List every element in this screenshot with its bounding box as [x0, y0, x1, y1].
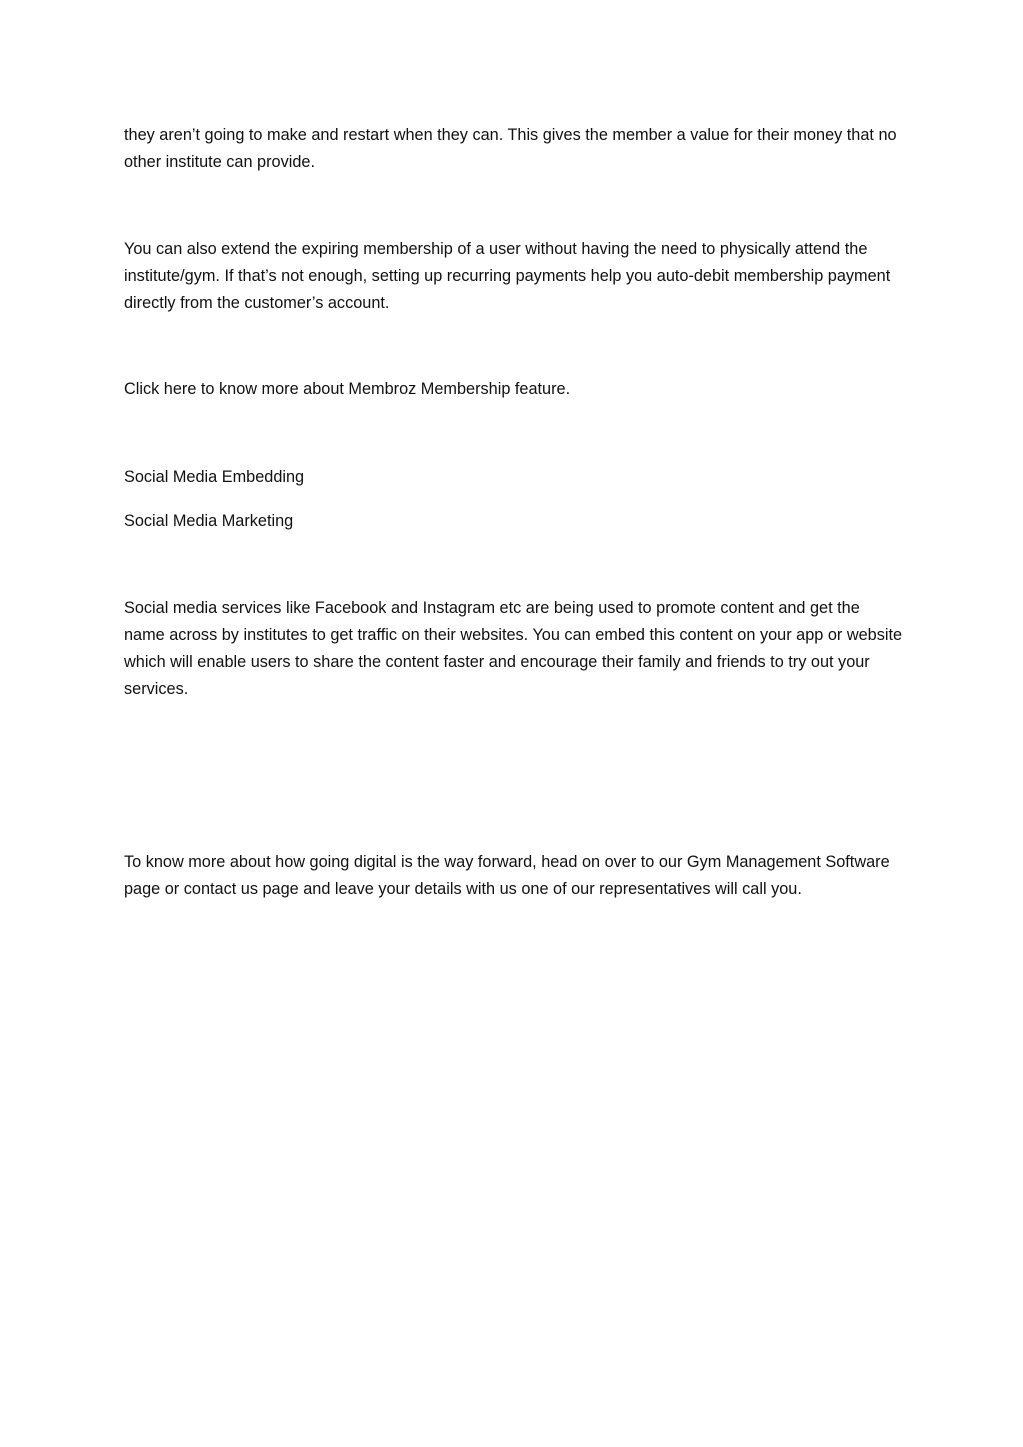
paragraph-extend-membership: You can also extend the expiring membership of a user without having the need to physically attend the institute/gym. If that’s not enough, setting up recurring payments help you auto-debit membership payment directly from the customer’s account. [124, 240, 891, 312]
heading-social-media-embedding: Social Media Embedding [124, 468, 305, 486]
paragraph-going-digital: To know more about how going digital is the way forward, head on over to our Gym Management Software page or contact us page and leave your details with us one of our representatives will call you. [124, 853, 890, 898]
paragraph-value-for-money: they aren’t going to make and restart when they can. This gives the member a value for their money that no other institute can provide. [124, 126, 897, 171]
paragraph-membership-feature-link[interactable]: Click here to know more about Membroz Membership feature. [124, 380, 571, 398]
heading-social-media-marketing: Social Media Marketing [124, 512, 294, 530]
paragraph-social-media-services: Social media services like Facebook and Instagram etc are being used to promote content and get the name across by institutes to get traffic on their websites. You can embed this content on your app or website which will enable users to share the content faster and encourage their family and friends to try out your services. [124, 599, 903, 698]
